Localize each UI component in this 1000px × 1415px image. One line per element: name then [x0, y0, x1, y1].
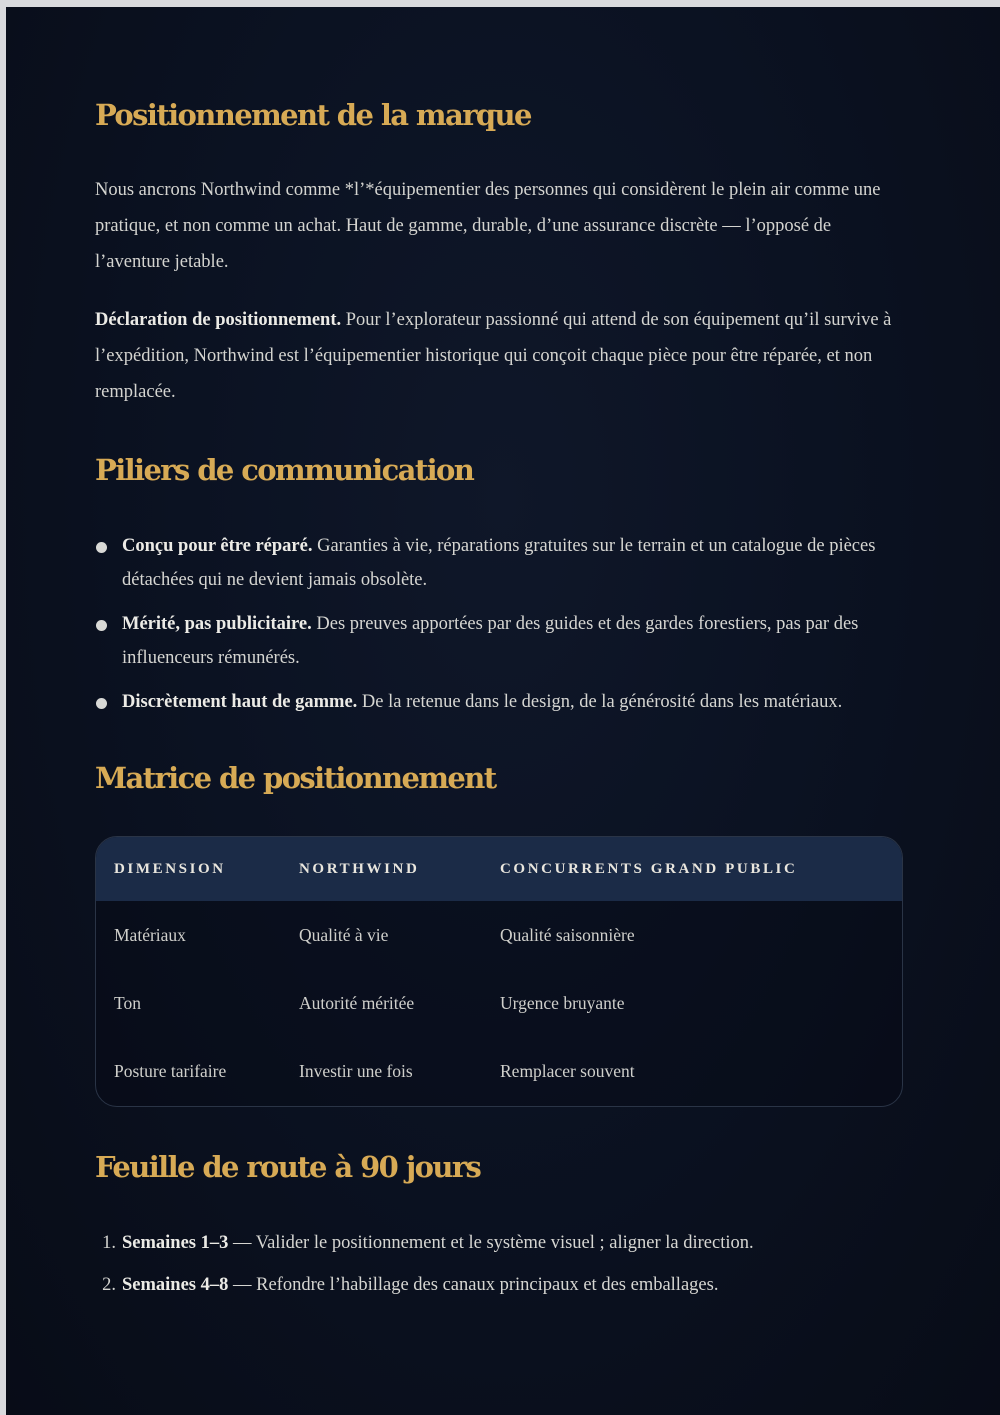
document-page — [6, 7, 1000, 1415]
table-cell: Ton — [114, 992, 141, 1013]
table-row — [96, 901, 902, 969]
brand-intro-paragraph: Nous ancrons Northwind comme *l’*équipementier des personnes qui considèrent le plein air comme une pratique, et non comme un achat. Haut de gamme, durable, d’une assurance discrète — l’opposé de l’aventure jetable. — [95, 180, 881, 272]
pillars-list — [95, 529, 910, 729]
bullet-icon — [96, 620, 107, 631]
list-number: 1. — [102, 1233, 116, 1253]
bullet-icon — [96, 542, 107, 553]
bullet-icon — [96, 698, 107, 709]
pillar-text: De la retenue dans le design, de la générosité dans les matériaux. — [357, 692, 843, 712]
positioning-statement-label: Déclaration de positionnement. — [95, 310, 342, 330]
table-cell: Urgence bruyante — [500, 992, 625, 1013]
table-cell: Matériaux — [114, 924, 186, 945]
table-cell: Investir une fois — [299, 1060, 413, 1081]
list-item — [95, 529, 910, 597]
pillar-text: Des preuves apportées par des guides et des gardes forestiers, pas par des influenceurs rémunérés. — [122, 614, 859, 668]
section-title-pillars: Piliers de communication — [95, 453, 474, 487]
roadmap-label: Semaines 1–3 — [122, 1233, 229, 1253]
roadmap-text: — Valider le positionnement et le système visuel ; aligner la direction. — [228, 1233, 754, 1253]
table-row — [96, 969, 902, 1037]
table-cell: Qualité à vie — [299, 924, 389, 945]
table-cell: Posture tarifaire — [114, 1060, 227, 1081]
roadmap-label: Semaines 4–8 — [122, 1275, 229, 1295]
column-header-competitors: CONCURRENTS GRAND PUBLIC — [482, 837, 902, 901]
pillar-label: Conçu pour être réparé. — [122, 536, 313, 556]
table-cell: Autorité méritée — [299, 992, 415, 1013]
positioning-statement-text: Pour l’explorateur passionné qui attend de son équipement qu’il survive à l’expédition, Northwind est l’équipementier historique qui conçoit chaque pièce pour être réparée, et non remplacée. — [95, 310, 892, 402]
positioning-statement-paragraph — [95, 302, 905, 410]
list-item — [95, 1225, 910, 1261]
roadmap-list — [95, 1225, 910, 1309]
section-title-brand-positioning: Positionnement de la marque — [95, 98, 531, 132]
list-item — [95, 1267, 910, 1303]
table-cell: Remplacer souvent — [500, 1060, 635, 1081]
roadmap-text: — Refondre l’habillage des canaux principaux et des emballages. — [228, 1275, 719, 1295]
pillar-label: Mérité, pas publicitaire. — [122, 614, 312, 634]
table-row — [96, 1037, 902, 1105]
list-number: 2. — [102, 1275, 116, 1295]
positioning-matrix-table — [95, 836, 903, 1107]
list-item — [95, 685, 910, 719]
pillar-text: Garanties à vie, réparations gratuites sur le terrain et un catalogue de pièces détachées qui ne devient jamais obsolète. — [122, 536, 876, 590]
table-header-row — [96, 837, 902, 901]
column-header-dimension: DIMENSION — [96, 837, 281, 901]
list-item — [95, 607, 910, 675]
pillar-label: Discrètement haut de gamme. — [122, 692, 358, 712]
section-title-roadmap: Feuille de route à 90 jours — [95, 1150, 481, 1184]
table-cell: Qualité saisonnière — [500, 924, 635, 945]
section-title-matrix: Matrice de positionnement — [95, 761, 496, 795]
column-header-northwind: NORTHWIND — [281, 837, 482, 901]
